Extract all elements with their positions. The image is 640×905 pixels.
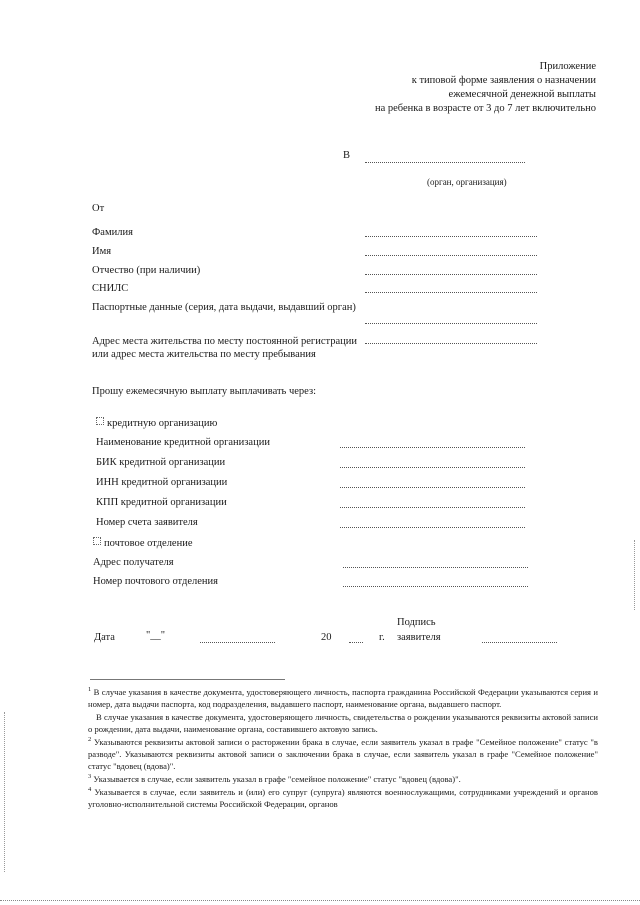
inn-label: ИНН кредитной организации [96,477,228,488]
header-line-4: на ребенка в возрасте от 3 до 7 лет включительно [374,103,596,114]
appendix-header [375,60,596,116]
patronymic-label: Отчество (при наличии) [92,265,201,276]
name-field[interactable] [365,255,537,256]
account-field[interactable] [340,527,525,528]
passport-label: Паспортные данные (серия, дата выдачи, выдавший орган) [92,302,356,313]
signature-field[interactable] [482,642,557,643]
date-day-field[interactable]: "__" [146,630,166,641]
footnote-mark: 4 [88,786,92,794]
recipient-prefix: В [343,150,351,161]
bik-label: БИК кредитной организации [96,457,226,468]
address-field[interactable] [365,343,537,344]
recipient-caption: (орган, организация) [427,177,507,187]
request-text: Прошу ежемесячную выплату выплачивать через: [92,386,317,397]
header-line-1: Приложение [539,61,596,72]
credit-org-name-field[interactable] [340,447,525,448]
post-office-checkbox[interactable] [93,537,101,545]
header-line-2: к типовой форме заявления о назначении [411,75,596,86]
footnote-text: Указывается в случае, если заявитель указал в графе "семейное положение" статус "вдовец (вдова)". [93,774,461,784]
credit-org-option[interactable] [96,417,217,429]
post-office-number-field[interactable] [343,586,528,587]
footnote-text: В случае указания в качестве документа, удостоверяющего личность, паспорта гражданина Российской Федерации указываются серия и номер, дата выдачи паспорта, код подразделения, выдавшего паспорт, наименование органа, выдавшего паспорт. [88,687,598,709]
footnote-separator [90,679,285,680]
post-office-number-label: Номер почтового отделения [93,576,218,587]
address-label: Адрес места жительства по месту постоянной регистрации или адрес места жительства по месту пребывания [92,336,357,360]
year-field[interactable] [349,642,363,643]
footnote-mark: 1 [88,686,92,694]
name-label: Имя [92,246,112,257]
signature-label-1: Подпись [397,617,436,628]
post-office-option-label: почтовое отделение [104,538,193,549]
footnotes [88,686,598,811]
inn-field[interactable] [340,487,525,488]
footnote-2 [88,736,598,772]
surname-field[interactable] [365,236,537,237]
recipient-field[interactable] [365,162,525,163]
kpp-label: КПП кредитной организации [96,497,227,508]
passport-field[interactable] [365,323,537,324]
scan-margin-left [4,712,6,872]
footnote-1b [88,711,598,735]
credit-org-option-label: кредитную организацию [107,418,218,429]
account-label: Номер счета заявителя [96,517,198,528]
from-label: От [92,203,105,214]
credit-org-checkbox[interactable] [96,417,104,425]
bik-field[interactable] [340,467,525,468]
header-line-3: ежемесячной денежной выплаты [448,89,596,100]
snils-label: СНИЛС [92,283,129,294]
footnote-text: Указывается в случае, если заявитель и (или) его супруг (супруга) являются военнослужащими, сотрудниками учреждений и органов уголовно-исполнительной системы Российской Федерации, органов [88,787,598,809]
surname-label: Фамилия [92,227,133,238]
footnote-mark: 3 [88,773,92,781]
year-prefix: 20 [321,632,332,643]
recipient-address-label: Адрес получателя [93,557,174,568]
credit-org-name-label: Наименование кредитной организации [96,437,270,448]
recipient-address-field[interactable] [343,567,528,568]
footnote-text: В случае указания в качестве документа, удостоверяющего личность, свидетельства о рождении указываются реквизиты актовой записи о рождении, дата выдачи, наименование органа, составившего актовую запись. [88,712,598,734]
scan-margin-right [634,540,636,610]
patronymic-field[interactable] [365,274,537,275]
signature-label-2: заявителя [397,632,441,643]
footnote-mark: 2 [88,736,92,744]
year-suffix: г. [379,632,385,643]
snils-field[interactable] [365,292,537,293]
kpp-field[interactable] [340,507,525,508]
footnote-4 [88,786,598,810]
date-month-field[interactable] [200,642,275,643]
scan-bottom-edge [0,900,640,901]
footnote-3 [88,773,598,785]
footnote-1 [88,686,598,710]
footnote-text: Указываются реквизиты актовой записи о расторжении брака в случае, если заявитель указал в графе "Семейное положение" статус "в разводе". Указываются реквизиты актовой записи о заключении брака в случае, если заявитель указал в графе "Семейное положение" статус "вдовец (вдова)". [88,737,598,771]
date-label: Дата [94,632,115,643]
post-office-option[interactable] [93,537,193,549]
